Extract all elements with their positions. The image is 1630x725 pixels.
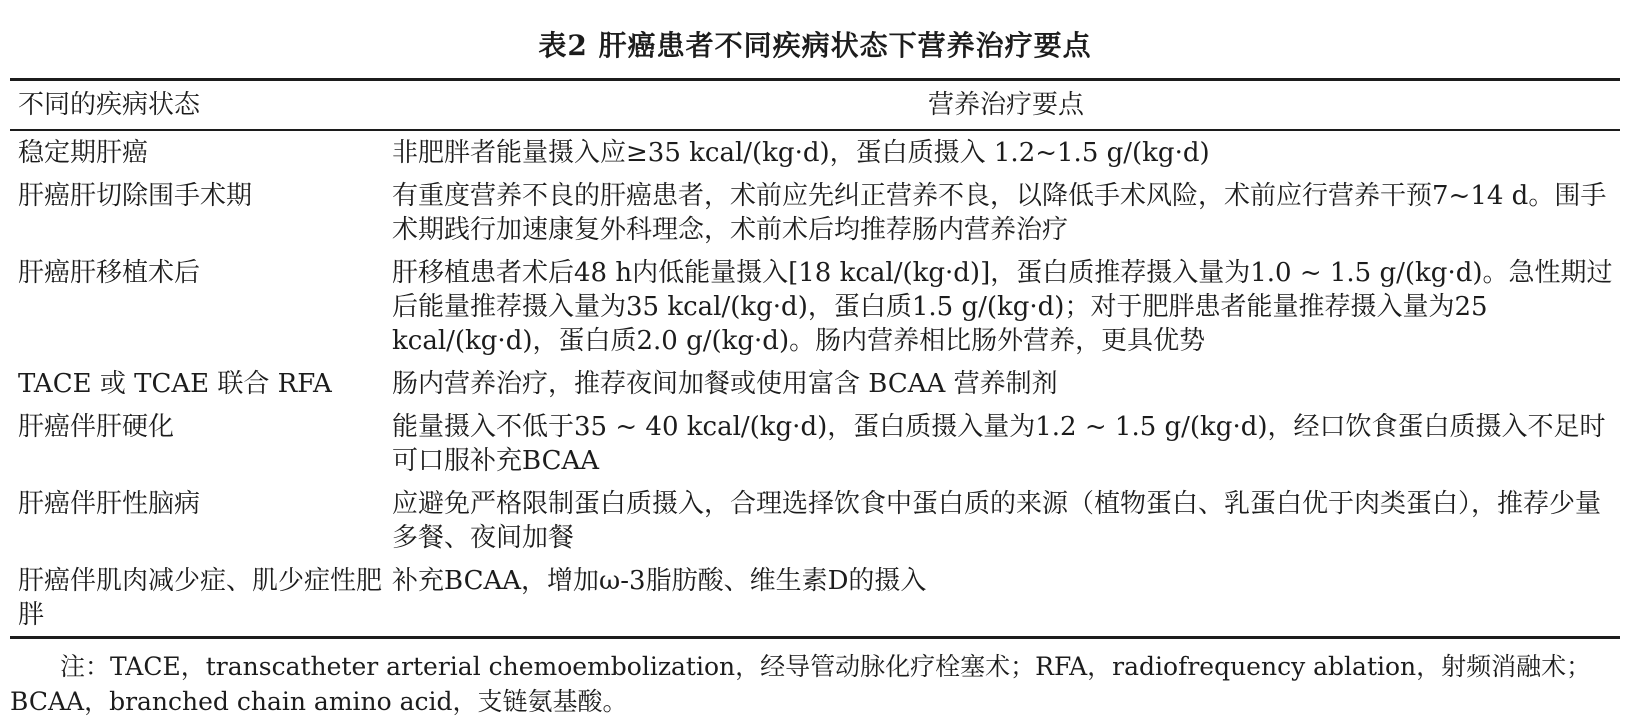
column-header-therapy-points: 营养治疗要点 [392, 80, 1620, 131]
table-row [10, 362, 1620, 405]
table-title: 表2 肝癌患者不同疾病状态下营养治疗要点 [538, 29, 1092, 62]
cell-disease-state: TACE 或 TCAE 联合 RFA [18, 369, 332, 399]
cell-therapy-points: 有重度营养不良的肝癌患者，术前应先纠正营养不良，以降低手术风险，术前应行营养干预7~14 d。围手术期践行加速康复外科理念，术前术后均推荐肠内营养治疗 [392, 181, 1607, 245]
table-row [10, 405, 1620, 482]
cell-therapy-points: 能量摄入不低于35 ~ 40 kcal/(kg·d)，蛋白质摄入量为1.2 ~ 1.5 g/(kg·d)，经口饮食蛋白质摄入不足时可口服补充BCAA [392, 412, 1606, 476]
document-page [10, 0, 1620, 719]
table-body [10, 130, 1620, 638]
cell-therapy-points: 应避免严格限制蛋白质摄入，合理选择饮食中蛋白质的来源（植物蛋白、乳蛋白优于肉类蛋白），推荐少量多餐、夜间加餐 [392, 489, 1602, 553]
cell-disease-state: 肝癌肝移植术后 [18, 258, 201, 288]
table-row [10, 251, 1620, 362]
table-row [10, 482, 1620, 559]
cell-therapy-points: 补充BCAA，增加ω-3脂肪酸、维生素D的摄入 [392, 566, 927, 596]
cell-therapy-points: 肠内营养治疗，推荐夜间加餐或使用富含 BCAA 营养制剂 [392, 369, 1058, 399]
table-row [10, 130, 1620, 174]
nutrition-therapy-table [10, 78, 1620, 639]
table-header [10, 80, 1620, 131]
cell-disease-state: 稳定期肝癌 [18, 138, 149, 168]
cell-disease-state: 肝癌伴肝硬化 [18, 412, 175, 442]
table-row [10, 559, 1620, 638]
cell-disease-state: 肝癌伴肌肉减少症、肌少症性肥胖 [18, 566, 383, 630]
header-row [10, 80, 1620, 131]
table-footnote: 注：TACE，transcatheter arterial chemoembolization，经导管动脉化疗栓塞术；RFA，radiofrequency ablation，射频消融术；BCAA，branched chain amino acid，支链氨基酸。 [10, 652, 1592, 716]
cell-therapy-points: 肝移植患者术后48 h内低能量摄入[18 kcal/(kg·d)]，蛋白质推荐摄入量为1.0 ~ 1.5 g/(kg·d)。急性期过后能量推荐摄入量为35 kcal/(kg·d)，蛋白质1.5 g/(kg·d)；对于肥胖患者能量推荐摄入量为25 kcal/(kg·d)，蛋白质2.0 g/(kg·d)。肠内营养相比肠外营养，更具优势 [392, 258, 1613, 356]
column-header-disease-state: 不同的疾病状态 [10, 80, 392, 131]
cell-disease-state: 肝癌伴肝性脑病 [18, 489, 201, 519]
cell-disease-state: 肝癌肝切除围手术期 [18, 181, 253, 211]
cell-therapy-points: 非肥胖者能量摄入应≥35 kcal/(kg·d)，蛋白质摄入 1.2~1.5 g/(kg·d) [392, 138, 1210, 168]
table-row [10, 174, 1620, 251]
